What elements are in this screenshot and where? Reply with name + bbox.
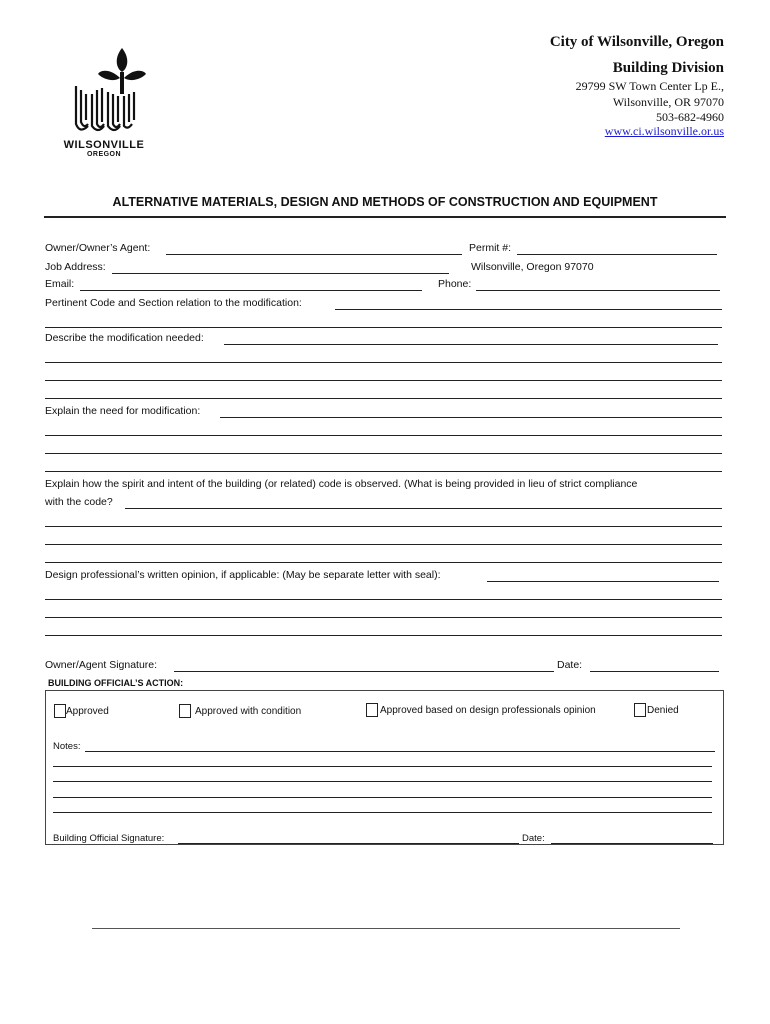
- describe-line-2[interactable]: [45, 362, 722, 363]
- describe-label: Describe the modification needed:: [45, 332, 204, 344]
- denied-checkbox[interactable]: [634, 703, 646, 717]
- owner-signature-label: Owner/Agent Signature:: [45, 659, 158, 671]
- permit-field[interactable]: [517, 254, 717, 255]
- notes-line-4[interactable]: [53, 797, 712, 798]
- explain-need-line-4[interactable]: [45, 471, 722, 472]
- form-title: ALTERNATIVE MATERIALS, DESIGN AND METHODS OF CONSTRUCTION AND EQUIPMENT: [112, 195, 658, 209]
- spirit-field[interactable]: [125, 508, 722, 509]
- owner-field[interactable]: [166, 254, 462, 255]
- official-date-field[interactable]: [551, 843, 713, 844]
- spirit-label-line-1: Explain how the spirit and intent of the building (or related) code is observed. (What is being provided in lieu of strict compliance: [45, 478, 638, 490]
- title-divider: [44, 216, 726, 218]
- city-name: City of Wilsonville, Oregon: [549, 34, 724, 50]
- owner-signature-field[interactable]: [174, 671, 554, 672]
- city-state-zip: Wilsonville, OR 97070: [612, 95, 724, 109]
- approved-with-condition-label: Approved with condition: [195, 706, 302, 717]
- describe-line-3[interactable]: [45, 380, 722, 381]
- phone-label: Phone:: [438, 278, 472, 290]
- spirit-line-3[interactable]: [45, 544, 722, 545]
- approved-design-opinion-label: Approved based on design professionals opinion: [380, 705, 596, 716]
- describe-line-4[interactable]: [45, 398, 722, 399]
- email-label: Email:: [45, 278, 75, 290]
- design-opinion-line-3[interactable]: [45, 617, 722, 618]
- footer-divider: [92, 928, 680, 929]
- code-label: Pertinent Code and Section relation to the modification:: [45, 297, 302, 309]
- division-name: Building Division: [612, 60, 724, 76]
- approved-with-condition-checkbox[interactable]: [179, 704, 191, 718]
- official-date-label: Date:: [522, 833, 545, 844]
- design-opinion-label: Design professional’s written opinion, if applicable: (May be separate letter with seal):: [45, 569, 441, 581]
- notes-line-3[interactable]: [53, 781, 712, 782]
- job-address-label: Job Address:: [45, 261, 106, 273]
- design-opinion-field[interactable]: [487, 581, 719, 582]
- explain-need-label: Explain the need for modification:: [45, 405, 201, 417]
- design-opinion-line-4[interactable]: [45, 635, 722, 636]
- website-link[interactable]: www.ci.wilsonville.or.us: [604, 124, 724, 138]
- phone-number: 503-682-4960: [656, 110, 724, 124]
- code-field-line-2[interactable]: [45, 327, 722, 328]
- email-field[interactable]: [80, 290, 422, 291]
- code-field[interactable]: [335, 309, 722, 310]
- approved-label: Approved: [66, 706, 109, 717]
- approved-design-opinion-checkbox[interactable]: [366, 703, 378, 717]
- notes-label: Notes:: [53, 741, 81, 752]
- owner-label: Owner/Owner’s Agent:: [45, 242, 151, 254]
- spirit-line-2[interactable]: [45, 526, 722, 527]
- spirit-line-4[interactable]: [45, 562, 722, 563]
- denied-label: Denied: [647, 705, 679, 716]
- notes-line-2[interactable]: [53, 766, 712, 767]
- official-signature-field[interactable]: [178, 843, 519, 844]
- official-signature-label: Building Official Signature:: [53, 833, 165, 844]
- notes-line-5[interactable]: [53, 812, 712, 813]
- phone-field[interactable]: [476, 290, 720, 291]
- logo-wordmark: WILSONVILLE: [63, 139, 145, 151]
- logo-tree-icon: [56, 44, 156, 144]
- owner-date-field[interactable]: [590, 671, 719, 672]
- design-opinion-line-2[interactable]: [45, 599, 722, 600]
- explain-need-field[interactable]: [220, 417, 722, 418]
- logo-subtitle: OREGON: [86, 151, 122, 158]
- job-city-text: Wilsonville, Oregon 97070: [471, 261, 594, 273]
- permit-label: Permit #:: [469, 242, 512, 254]
- street-address: 29799 SW Town Center Lp E.,: [575, 79, 724, 93]
- owner-date-label: Date:: [557, 659, 583, 671]
- explain-need-line-3[interactable]: [45, 453, 722, 454]
- approved-checkbox[interactable]: [54, 704, 66, 718]
- describe-field[interactable]: [224, 344, 718, 345]
- job-address-field[interactable]: [112, 273, 449, 274]
- notes-field[interactable]: [85, 751, 715, 752]
- spirit-label-line-2: with the code?: [45, 496, 113, 508]
- official-action-heading: BUILDING OFFICIAL’S ACTION:: [48, 678, 184, 688]
- explain-need-line-2[interactable]: [45, 435, 722, 436]
